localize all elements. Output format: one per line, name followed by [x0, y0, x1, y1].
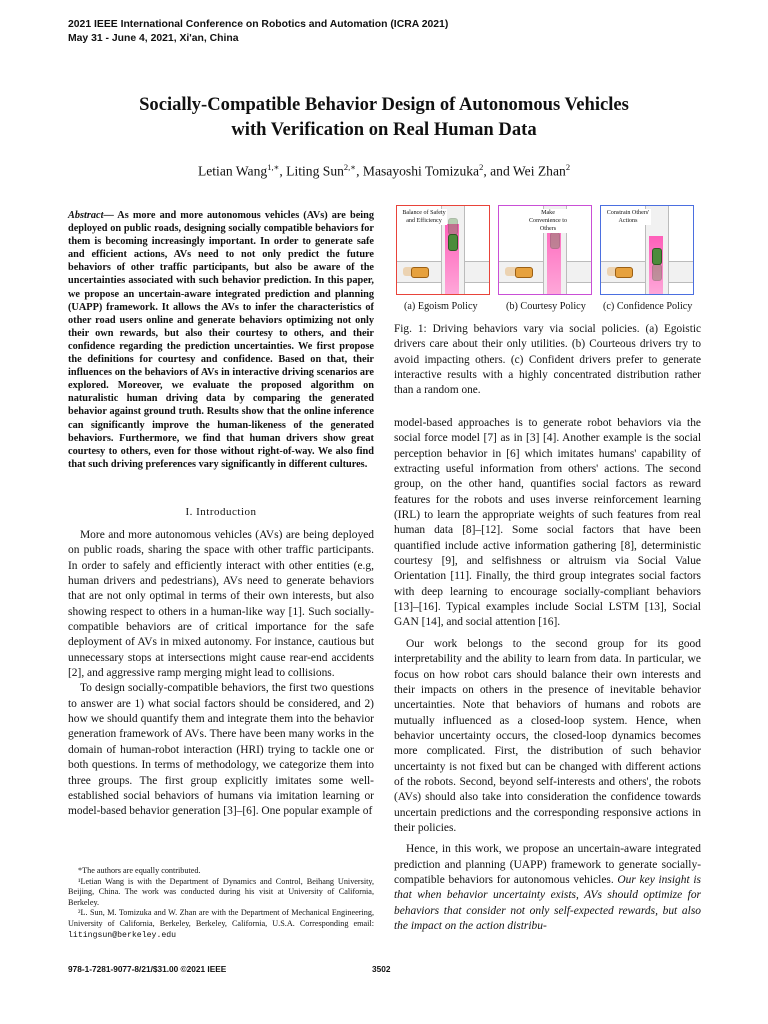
section-heading-introduction: I. Introduction — [185, 506, 257, 518]
right-paragraph-1: model-based approaches is to generate robot behaviors via the social force model [7] as in [3] [4]. Another example is the social perception behavior in [6] which imitates humans' capability of extracting useful information from others' actions. The second group, on the other hand, quantifies social factors as reward features for the robots and uses inverse reinforcement learning (IRL) to learn the appropriate weights of such features from real human data [8]–[12]. Some social factors that have been quantified include active information gathering [8], deterministic courtesy [9], and selfishness or altruism via Social Value Orientation [11]. Finally, the third group integrates social factors with deep learning to encourage socially-compliant behaviors [13]–[16]. Typical examples include Social LSTM [13], Social GAN [14], and social attention [16]. — [394, 417, 701, 629]
ego-vehicle — [448, 234, 458, 251]
subcaption-courtesy: (b) Courtesy Policy — [506, 301, 586, 312]
author-2: , Liting Sun — [279, 163, 344, 179]
figure-1-caption: Fig. 1: Driving behaviors vary via social policies. (a) Egoistic drivers care about their only utilities. (b) Courteous drivers try to avoid impacting others. (c) Confident drivers prefer to generate interactive results with a highly concentrated distribution rather than a random one. — [394, 323, 701, 397]
abstract-text: — As more and more autonomous vehicles (AVs) are being deployed on public roads, designing socially compatible behaviors for them is becoming increasingly important. In order to generate safe and efficient actions, AVs need to not only predict the future behaviors of other traffic participants, but also be aware of the uncertainties associated with such behavior prediction. In this paper, we propose an uncertain-aware integrated prediction and planning (UAPP) framework. It allows the AVs to infer the characteristics of other road users online and generate behaviors optimizing not only their own rewards, but also their courtesy to others, and their confidence regarding the prediction uncertainties. We first propose the definitions for courtesy and confidence. Based on that, their influences on the behaviors of AVs in interactive driving scenarios are explored. Moreover, we evaluate the proposed algorithm on naturalistic human driving data by comparing the generated behavior against ground truth. Results show that the online inference can significantly improve the human-likeness of the generated behaviors. Furthermore, we find that human drivers show great courtesy to others, even for those without right-of-way. We also find that such driving preferences vary significantly in different cultures. — [68, 210, 374, 470]
footnote-equal-contribution: *The authors are equally contributed. — [78, 866, 201, 875]
conference-dates: May 31 - June 4, 2021, Xi'an, China — [68, 33, 239, 44]
isbn-footer: 978-1-7281-9077-8/21/$31.00 ©2021 IEEE — [68, 964, 227, 974]
abstract — [68, 209, 374, 471]
panel-egoism-label: Balance of Safety and Efficiency — [402, 210, 446, 224]
page-number: 3502 — [372, 964, 391, 974]
conference-name: 2021 IEEE International Conference on Robotics and Automation (ICRA 2021) — [68, 19, 449, 30]
author-3-affil: 2 — [479, 162, 484, 172]
other-vehicle — [411, 267, 429, 278]
author-1: Letian Wang — [197, 163, 268, 179]
author-1-affil: 1,∗ — [267, 162, 280, 172]
author-list — [60, 162, 708, 180]
other-vehicle — [615, 267, 633, 278]
title-line-1: Socially-Compatible Behavior Design of Autonomous Vehicles — [139, 94, 629, 115]
ego-vehicle-ghost — [448, 218, 458, 235]
right-column-body — [394, 416, 701, 934]
subcaption-confidence: (c) Confidence Policy — [603, 301, 693, 312]
introduction-body — [68, 528, 374, 820]
conference-header — [68, 18, 448, 46]
author-4: , and Wei Zhan — [483, 163, 566, 179]
panel-courtesy — [498, 205, 592, 295]
ego-vehicle — [652, 248, 662, 265]
right-paragraph-3-text: Hence, in this work, we propose an uncertain-aware integrated prediction and planning (UAPP) framework to generate socially-compatible behaviors for autonomous vehicles. — [394, 843, 701, 886]
footnote-affiliation-1: ¹Letian Wang is with the Department of Dynamics and Control, Beihang University, Beijing, China. The work was conducted during his visit at University of California, Berkeley. — [68, 876, 374, 907]
author-2-affil: 2,∗ — [343, 162, 357, 172]
panel-courtesy-label: Make Convenience to Others — [525, 209, 571, 233]
subcaption-egoism: (a) Egoism Policy — [404, 301, 478, 312]
intro-paragraph-2: To design socially-compatible behaviors, the first two questions to answer are 1) what social factors should be considered, and 2) how we should quantify them and integrate them into the behavior generation framework of AVs. There have been many works in the domain of human-robot interaction (HRI) trying to tackle one or both questions. In terms of methodology, we categorize them into three groups. The first group explicitly imitates some well-established social behaviors of humans via imitation learning or model-based behavior generation [3]–[6]. One popular example of — [68, 682, 374, 818]
panel-confidence — [600, 205, 694, 295]
ego-vehicle-ghost — [550, 232, 560, 249]
ego-vehicle-ghost — [652, 264, 662, 281]
author-4-affil: 2 — [565, 162, 571, 172]
key-insight-text: Our key insight is that when behavior uncertainty exists, AVs should optimize for behaviors that consider not only self-expected rewards, but also the impact on the action distribu- — [394, 873, 701, 932]
panel-confidence-label: Constrain Others' Actions — [606, 210, 650, 224]
right-paragraph-2: Our work belongs to the second group for its good interpretability and the ability to learn from data. In particular, we focus on how robot cars should balance their own interests and their impacts on others in the presence of inevitable behavior uncertainties. Note that behaviors of humans and robots are mutually influenced as a closed-loop system. Hence, when behavior uncertainty occurs, the closed-loop dynamics becomes more complicated. First, the distribution of such behavior uncertainty is not fixed but can be changed with different actions of the robots. Second, beyond self-interests and others', the robots (AVs) should also take into consideration the confidence towards uncertain predictions and the corresponding responsive actions in their policies. — [394, 637, 701, 834]
author-3: , Masayoshi Tomizuka — [356, 163, 480, 179]
title-line-2: with Verification on Real Human Data — [231, 119, 537, 140]
right-paragraph-3 — [394, 842, 701, 934]
footnote-affiliation-2-text: ²L. Sun, M. Tomizuka and W. Zhan are with the Department of Mechanical Engineering, University of California, Berkeley, Berkeley, California, U.S.A. Corresponding email: — [68, 908, 374, 928]
footnote-affiliation-2 — [68, 908, 374, 941]
intro-paragraph-1: More and more autonomous vehicles (AVs) are being deployed on public roads, sharing the space with other traffic participants. In order to safely and efficiently interact with other entities (e.g, human drivers and pedestrians), AVs need to generate behaviors that are not only optimal in terms of their own interests, but also showing respect to others in a human-like way [1]. Such socially-compatible behaviors are of critical importance for the safe deployment of AVs in mixed autonomy. For instance, cautious but unnecessary stops at intersections might cause rear-end accidents [2], and aggressive ramp merging might lead to collisions. — [68, 529, 374, 680]
panel-egoism — [396, 205, 490, 295]
footnotes — [68, 866, 374, 941]
corresponding-email: litingsun@berkeley.edu — [68, 930, 177, 940]
other-vehicle — [515, 267, 533, 278]
paper-title — [60, 92, 708, 142]
abstract-lead: Abstract — [68, 210, 104, 221]
